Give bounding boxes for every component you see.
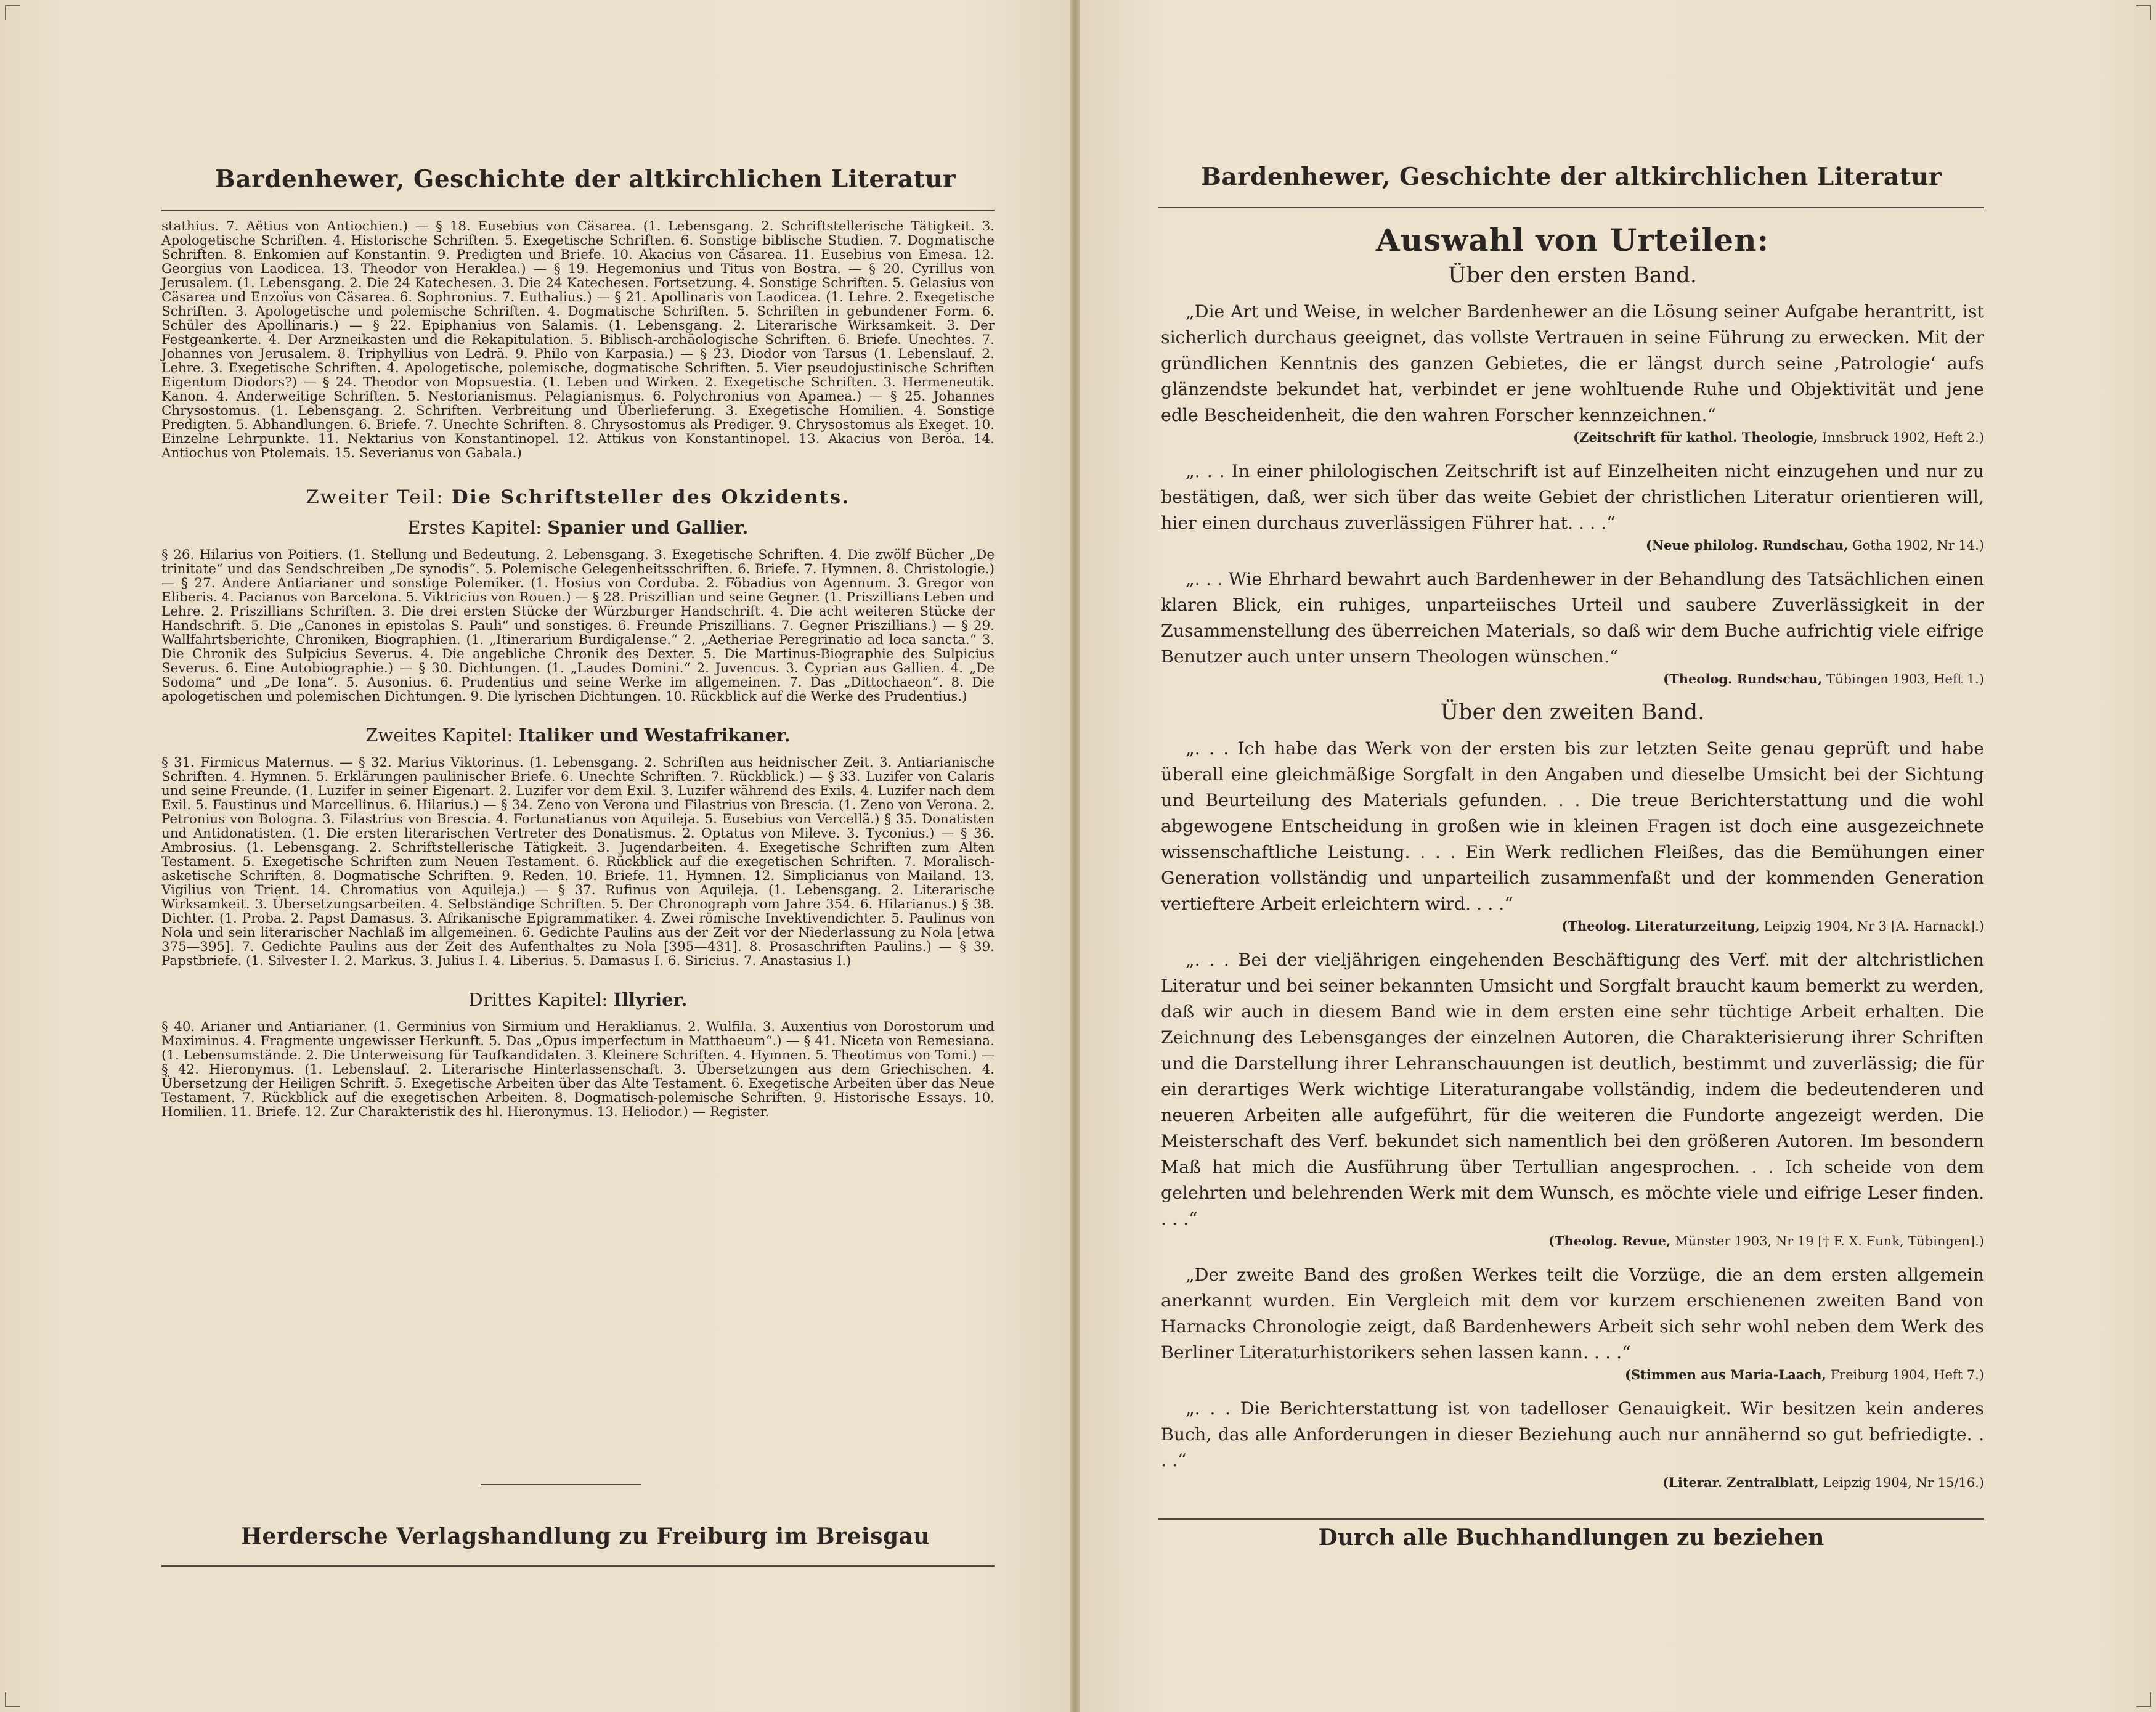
chapter-title: Illyrier.: [613, 989, 688, 1010]
review-source: [1161, 1367, 1984, 1382]
source-detail: Innsbruck 1902, Heft 2.): [1818, 430, 1984, 445]
reviews-column: [1161, 222, 1984, 1504]
toc-chapter-text: § 40. Arianer und Antiarianer. (1. Germinius von Sirmium und Heraklianus. 2. Wulfila. 3. Auxentius von Dorostorum und Maximinus. 4. Fragmente ungewisser Herkunft. 5. Das „Opus imperfectum in Matthaeum“.) — § 41. Niceta von Remesiana. (1. Lebensumstände. 2. Die Unterweisung für Taufkandidaten. 3. Kleinere Schriften. 4. Hymnen. 5. Theotimus von Tomi.) — § 42. Hieronymus. (1. Lebenslauf. 2. Literarische Hinterlassenschaft. 3. Übersetzungen aus dem Griechischen. 4. Übersetzung der Heiligen Schrift. 5. Exegetische Arbeiten über das Alte Testament. 6. Exegetische Arbeiten über das Neue Testament. 7. Rückblick auf die exegetischen Arbeiten. 8. Dogmatisch-polemische Schriften. 9. Historische Essays. 10. Homilien. 11. Briefe. 12. Zur Charakteristik des hl. Hieronymus. 13. Heliodor.) — Register.: [161, 1019, 995, 1120]
left-page-header: Bardenhewer, Geschichte der altkirchlichen Literatur: [214, 165, 956, 194]
source-name: (Theolog. Literaturzeitung,: [1561, 918, 1760, 934]
chapter-label: Zweites Kapitel:: [365, 725, 519, 746]
toc-section-intro: stathius. 7. Aëtius von Antiochien.) — § 18. Eusebius von Cäsarea. (1. Lebensgang. 2. Schriftstellerische Tätigkeit. 3. Apologetische Schriften. 4. Historische Schriften. 5. Exegetische Schriften. 6. Sonstige biblische Studien. 7. Dogmatische Schriften. 8. Enkomien auf Konstantin. 9. Predigten und Briefe. 10. Akacius von Cäsarea. 11. Eusebius von Emesa. 12. Georgius von Laodicea. 13. Theodor von Heraklea.) — § 19. Hegemonius und Titus von Bostra. — § 20. Cyrillus von Jerusalem. (1. Lebensgang. 2. Die 24 Katechesen. 3. Die 24 Katechesen. Fortsetzung. 4. Sonstige Schriften. 5. Gelasius von Cäsarea und Enzoïus von Cäsarea. 6. Sophronius. 7. Euthalius.) — § 21. Apollinaris von Laodicea. (1. Lehre. 2. Exegetische Schriften. 3. Apologetische und polemische Schriften. 4. Dogmatische Schriften. 5. Schriften in gebundener Form. 6. Schüler des Apollinaris.) — § 22. Epiphanius von Salamis. (1. Lebensgang. 2. Literarische Wirksamkeit. 3. Der Festgeankerte. 4. Der Arzneikasten und die Rekapitulation. 5. Biblisch-archäologische Schriften. 6. Briefe. Unechtes. 7. Johannes von Jerusalem. 8. Triphyllius von Ledrä. 9. Philo von Karpasia.) — § 23. Diodor von Tarsus (1. Lebenslauf. 2. Lehre. 3. Exegetische Schriften. 4. Apologetische, polemische, dogmatische Schriften. 5. Vier pseudojustinische Schriften Eigentum Diodors?) — § 24. Theodor von Mopsuestia. (1. Leben und Wirken. 2. Exegetische Schriften. 3. Hermeneutik. Kanon. 4. Anderweitige Schriften. 5. Nestorianismus. Pelagianismus. 6. Polychronius von Apamea.) — § 25. Johannes Chrysostomus. (1. Lebensgang. 2. Schriften. Verbreitung und Überlieferung. 3. Exegetische Homilien. 4. Sonstige Predigten. 5. Abhandlungen. 6. Briefe. 7. Unechte Schriften. 8. Chrysostomus als Prediger. 9. Chrysostomus als Exeget. 10. Einzelne Lehrpunkte. 11. Nektarius von Konstantinopel. 12. Attikus von Konstantinopel. 13. Akacius von Beröa. 14. Antiochus von Ptolemais. 15. Severianus von Gabala.): [161, 219, 995, 461]
source-name: (Stimmen aus Maria-Laach,: [1625, 1367, 1826, 1382]
chapter-label: Drittes Kapitel:: [468, 989, 614, 1010]
right-page-header: Bardenhewer, Geschichte der altkirchlichen Literatur: [1200, 163, 1942, 191]
corner-mark: [5, 5, 20, 20]
reviews-title: Auswahl von Urteilen:: [1375, 222, 1770, 258]
source-detail: Münster 1903, Nr 19 [† F. X. Funk, Tübingen].): [1670, 1234, 1984, 1249]
review-quote: „Der zweite Band des großen Werkes teilt die Vorzüge, die an dem ersten allgemein anerkannt wurden. Ein Vergleich mit dem vor kurzem erschienenen zweiten Band von Harnacks Chronologie zeigt, daß Bardenhewers Arbeit sich sehr wohl neben dem Werk des Berliner Literaturhistorikers sehen lassen kann. . . .“: [1161, 1265, 1984, 1363]
review-quote: „. . . Ich habe das Werk von der ersten bis zur letzten Seite genau geprüft und habe überall eine gleichmäßige Sorgfalt in den Angaben und dieselbe Umsicht bei der Sichtung und Beurteilung des Materials gefunden. . . Die treue Berichterstattung und die wohl abgewogene Entscheidung in großen wie in kleinen Fragen ist doch eine ausgezeichnete wissenschaftliche Leistung. . . . Ein Werk redlichen Fleißes, das die Bemühungen einer Generation vollständig und unparteilich zusammenfaßt und der kommenden Generation vertieftere Arbeit erleichtern wird. . . .“: [1161, 738, 1984, 914]
toc-chapter-text: § 31. Firmicus Maternus. — § 32. Marius Viktorinus. (1. Lebensgang. 2. Schriften aus heidnischer Zeit. 3. Antiarianische Schriften. 4. Hymnen. 5. Erklärungen paulinischer Briefe. 6. Unechte Schriften. 7. Rückblick.) — § 33. Luzifer von Calaris und seine Freunde. (1. Luzifer in seiner Eigenart. 2. Luzifer vor dem Exil. 3. Luzifer während des Exils. 4. Luzifer nach dem Exil. 5. Faustinus und Marcellinus. 6. Hilarius.) — § 34. Zeno von Verona und Filastrius von Brescia. (1. Zeno von Verona. 2. Petronius von Bologna. 3. Filastrius von Brescia. 4. Fortunatianus von Aquileja. 5. Eusebius von Vercellä.) § 35. Donatisten und Antidonatisten. (1. Die ersten literarischen Vertreter des Donatismus. 2. Optatus von Mileve. 3. Tyconius.) — § 36. Ambrosius. (1. Lebensgang. 2. Schriftstellerische Tätigkeit. 3. Jugendarbeiten. 4. Exegetische Schriften zum Alten Testament. 5. Exegetische Schriften zum Neuen Testament. 6. Rückblick auf die exegetischen Schriften. 7. Moralisch-asketische Schriften. 8. Dogmatische Schriften. 9. Reden. 10. Briefe. 11. Hymnen. 12. Simplicianus von Mailand. 13. Vigilius von Trient. 14. Chromatius von Aquileja.) — § 37. Rufinus von Aquileja. (1. Lebensgang. 2. Literarische Wirksamkeit. 3. Übersetzungsarbeiten. 4. Selbständige Schriften. 5. Der Chronograph vom Jahre 354. 6. Hilarianus.) § 38. Dichter. (1. Proba. 2. Papst Damasus. 3. Afrikanische Epigrammatiker. 4. Zwei römische Invektivendichter. 5. Paulinus von Nola und sein literarischer Nachlaß im allgemeinen. 6. Gedichte Paulins aus der Zeit vor der Niederlassung zu Nola [etwa 375—395]. 7. Gedichte Paulins aus der Zeit des Aufenthaltes zu Nola [395—431]. 8. Prosaschriften Paulins.) — § 39. Papstbriefe. (1. Silvester I. 2. Markus. 3. Julius I. 4. Liberius. 5. Damasus I. 6. Siricius. 7. Anastasius I.): [161, 755, 995, 969]
source-detail: Tübingen 1903, Heft 1.): [1822, 672, 1984, 687]
source-detail: Leipzig 1904, Nr 3 [A. Harnack].): [1759, 919, 1984, 934]
review-source: [1161, 918, 1984, 934]
review-source: [1161, 1475, 1984, 1490]
chapter-label: Erstes Kapitel:: [407, 517, 548, 538]
review-quote: „. . . Bei der vieljährigen eingehenden Beschäftigung des Verf. mit der altchristlichen Literatur und bei seiner bekannten Umsicht und Sorgfalt braucht kaum bemerkt zu werden, daß wir auch in diesem Band wie in dem ersten eine sehr tüchtige Arbeit erhalten. Die Zeichnung des Lebensganges der einzelnen Autoren, die Charakterisierung ihrer Schriften und die Darstellung ihrer Lehranschauungen ist deutlich, bestimmt und zuverlässig; die für ein derartiges Werk wichtige Literaturangabe vollständig, indem die bedeutenderen und neueren Arbeiten alle aufgeführt, für die weiteren die Fundorte angezeigt werden. Die Meisterschaft des Verf. bekundet sich namentlich bei den größeren Autoren. Im besondern Maß hat mich die Ausführung über Tertullian angesprochen. . . Ich scheide von dem gelehrten und belehrenden Werk mit dem Wunsch, es möchte viele und eifrige Leser finden. . . .“: [1161, 950, 1984, 1229]
source-name: (Zeitschrift für kathol. Theologie,: [1573, 430, 1818, 445]
band1-heading: Über den ersten Band.: [1448, 263, 1697, 288]
chapter-heading: [161, 725, 995, 746]
review-source: [1161, 1233, 1984, 1249]
footer-top-rule: [1158, 1518, 1984, 1520]
source-detail: Leipzig 1904, Nr 15/16.): [1818, 1475, 1984, 1490]
review-quote: „. . . In einer philologischen Zeitschrift ist auf Einzelheiten nicht einzugehen und nur zu bestätigen, daß, wer sich über das weite Gebiet der christlichen Literatur orientieren will, hier einen durchaus zuverlässigen Führer hat. . . .“: [1161, 461, 1984, 533]
chapter-heading: [161, 517, 995, 538]
corner-mark: [2136, 5, 2151, 20]
source-name: (Neue philolog. Rundschau,: [1645, 537, 1849, 553]
part-title: Die Schriftsteller des Okzidents.: [451, 486, 850, 508]
part-label: Zweiter Teil:: [306, 486, 452, 508]
header-rule: [1158, 207, 1984, 208]
source-name: (Theolog. Rundschau,: [1663, 671, 1823, 687]
right-page-footer: Durch alle Buchhandlungen zu beziehen: [1318, 1525, 1824, 1551]
corner-mark: [2136, 1692, 2151, 1707]
part-heading: [161, 486, 995, 508]
source-detail: Gotha 1902, Nr 14.): [1848, 538, 1984, 553]
review-source: [1161, 537, 1984, 553]
source-detail: Freiburg 1904, Heft 7.): [1826, 1368, 1984, 1382]
table-of-contents: [161, 219, 995, 1119]
chapter-heading: [161, 989, 995, 1010]
corner-mark: [5, 1692, 20, 1707]
source-name: (Literar. Zentralblatt,: [1662, 1475, 1819, 1490]
review-quote: „. . . Die Berichterstattung ist von tadelloser Genauigkeit. Wir besitzen kein anderes Buch, das alle Anforderungen in dieser Beziehung auch nur annähernd so gut befriedigte. . . .“: [1161, 1398, 1984, 1470]
left-page: [0, 0, 1071, 1712]
band2-heading: Über den zweiten Band.: [1440, 700, 1705, 725]
review-quote: „. . . Wie Ehrhard bewahrt auch Bardenhewer in der Behandlung des Tatsächlichen einen klaren Blick, ein ruhiges, unparteiisches Urteil und saubere Zuverlässigkeit in der Zusammenstellung des überreichen Materials, so daß wir dem Buche aufrichtig viele eifrige Benutzer auch unter unsern Theologen wünschen.“: [1161, 569, 1984, 667]
review-source: [1161, 430, 1984, 445]
chapter-title: Spanier und Gallier.: [547, 517, 749, 538]
source-name: (Theolog. Revue,: [1548, 1233, 1671, 1249]
toc-chapter-text: § 26. Hilarius von Poitiers. (1. Stellung und Bedeutung. 2. Lebensgang. 3. Exegetische Schriften. 4. Die zwölf Bücher „De trinitate“ und das Sendschreiben „De synodis“. 5. Polemische Gelegenheitsschriften. 6. Briefe. 7. Hymnen. 8. Christologie.) — § 27. Andere Antiarianer und sonstige Polemiker. (1. Hosius von Corduba. 2. Föbadius von Agennum. 3. Gregor von Eliberis. 4. Pacianus von Barcelona. 5. Viktricius von Rouen.) — § 28. Priszillian und seine Gegner. (1. Priszillians Leben und Lehre. 2. Priszillians Schriften. 3. Die drei ersten Stücke der Würzburger Handschrift. 4. Die acht weiteren Stücke der Handschrift. 5. Die „Canones in epistolas S. Pauli“ und sonstiges. 6. Freunde Priszillians. 7. Gegner Priszillians.) — § 29. Wallfahrtsberichte, Chroniken, Biographien. (1. „Itinerarium Burdigalense.“ 2. „Aetheriae Peregrinatio ad loca sancta.“ 3. Die Chronik des Sulpicius Severus. 4. Die angebliche Chronik des Dexter. 5. Die Martinus-Biographie des Sulpicius Severus. 6. Eine Autobiographie.) — § 30. Dichtungen. (1. „Laudes Domini.“ 2. Juvencus. 3. Cyprian aus Gallien. 4. „De Sodoma“ und „De Iona“. 5. Ausonius. 6. Prudentius und seine Werke im allgemeinen. 7. Das „Dittochaeon“. 8. Die apologetischen und polemischen Dichtungen. 9. Die lyrischen Dichtungen. 10. Rückblick auf die Werke des Prudentius.): [161, 547, 995, 704]
footer-rule: [161, 1565, 995, 1567]
review-source: [1161, 671, 1984, 687]
review-quote: „Die Art und Weise, in welcher Bardenhewer an die Lösung seiner Aufgabe herantritt, ist sicherlich durchaus geeignet, das vollste Vertrauen in seine Führung zu erwecken. Mit der gründlichen Kenntnis des ganzen Gebietes, die er längst durch seine ‚Patrologie‘ aufs glänzendste bekundet hat, verbindet er jene wohltuende Ruhe und Objektivität und jene edle Bescheidenheit, die den wahren Forscher kennzeichnen.“: [1161, 301, 1984, 425]
chapter-title: Italiker und Westafrikaner.: [518, 725, 791, 746]
header-rule: [161, 210, 995, 211]
ornament-rule: [481, 1484, 641, 1485]
left-page-footer: Herdersche Verlagshandlung zu Freiburg im Breisgau: [240, 1523, 930, 1549]
